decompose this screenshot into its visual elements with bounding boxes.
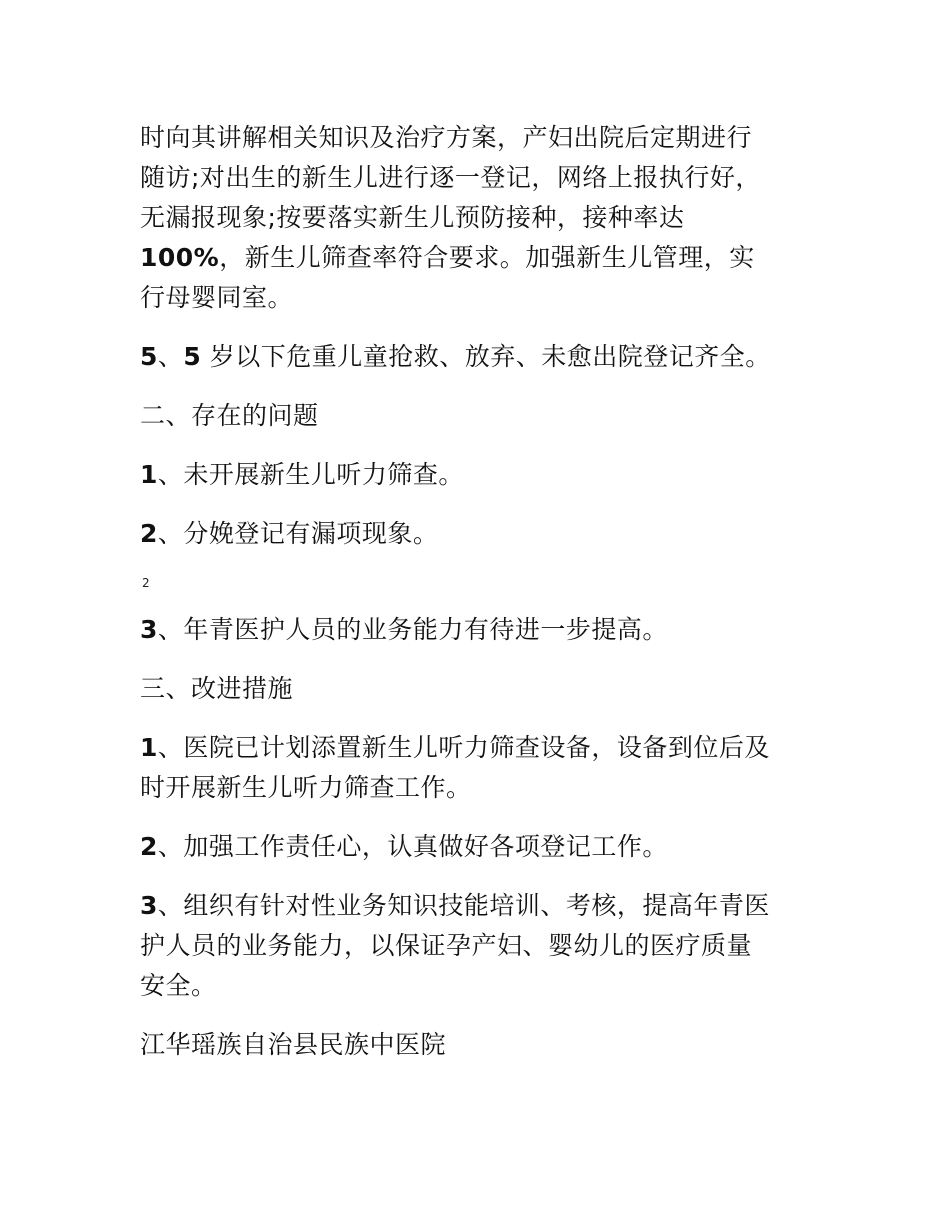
text-line: 安全。 [140, 971, 217, 1000]
text-fragment: 、 [157, 342, 184, 371]
text-fragment: ，新生儿筛查率符合要求。加强新生儿管理，实 [219, 243, 755, 272]
item-number: 2 [140, 519, 158, 548]
item-number: 2 [140, 832, 158, 861]
text-fragment: 岁以下危重儿童抢救、放弃、未愈出院登记齐全。 [209, 342, 771, 371]
text-fragment: 、未开展新生儿听力筛查。 [157, 460, 464, 489]
section-heading-measures: 三、改进措施 [140, 674, 294, 703]
item-number: 1 [140, 733, 158, 762]
text-fragment: 、分娩登记有漏项现象。 [157, 519, 439, 548]
measure-item-1 [140, 728, 820, 808]
text-fragment: 、医院已计划添置新生儿听力筛查设备，设备到位后及 [157, 733, 770, 762]
text-line: 随访;对出生的新生儿进行逐一登记，网络上报执行好， [140, 163, 761, 192]
problem-item-3 [140, 610, 820, 650]
paragraph-item-5 [140, 337, 820, 377]
text-line [140, 238, 820, 278]
section-heading-problems: 二、存在的问题 [140, 401, 319, 430]
measure-item-3 [140, 886, 820, 1006]
text-line: 无漏报现象;按要落实新生儿预防接种，接种率达 [140, 203, 685, 232]
text-line [140, 886, 820, 926]
text-line [140, 728, 820, 768]
item-number: 1 [140, 460, 158, 489]
text-fragment: 、加强工作责任心，认真做好各项登记工作。 [157, 832, 668, 861]
text-line: 护人员的业务能力，以保证孕产妇、婴幼儿的医疗质量 [140, 931, 753, 960]
problem-item-1 [140, 455, 820, 495]
text-line: 行母婴同室。 [140, 283, 294, 312]
text-line: 时向其讲解相关知识及治疗方案，产妇出院后定期进行 [140, 123, 753, 152]
age-number: 5 [183, 342, 202, 371]
percent-value: 100% [140, 243, 220, 272]
signature-hospital-name: 江华瑶族自治县民族中医院 [140, 1030, 447, 1059]
document-page [140, 118, 820, 1065]
item-number: 3 [140, 615, 158, 644]
page-number: 2 [142, 576, 150, 590]
item-number: 5 [140, 342, 158, 371]
measure-item-2 [140, 827, 820, 867]
text-fragment: 、组织有针对性业务知识技能培训、考核，提高年青医 [157, 891, 770, 920]
text-fragment: 、年青医护人员的业务能力有待进一步提高。 [157, 615, 668, 644]
paragraph-newborn-care [140, 118, 820, 318]
problem-item-2 [140, 514, 820, 554]
text-line: 时开展新生儿听力筛查工作。 [140, 773, 472, 802]
item-number: 3 [140, 891, 158, 920]
